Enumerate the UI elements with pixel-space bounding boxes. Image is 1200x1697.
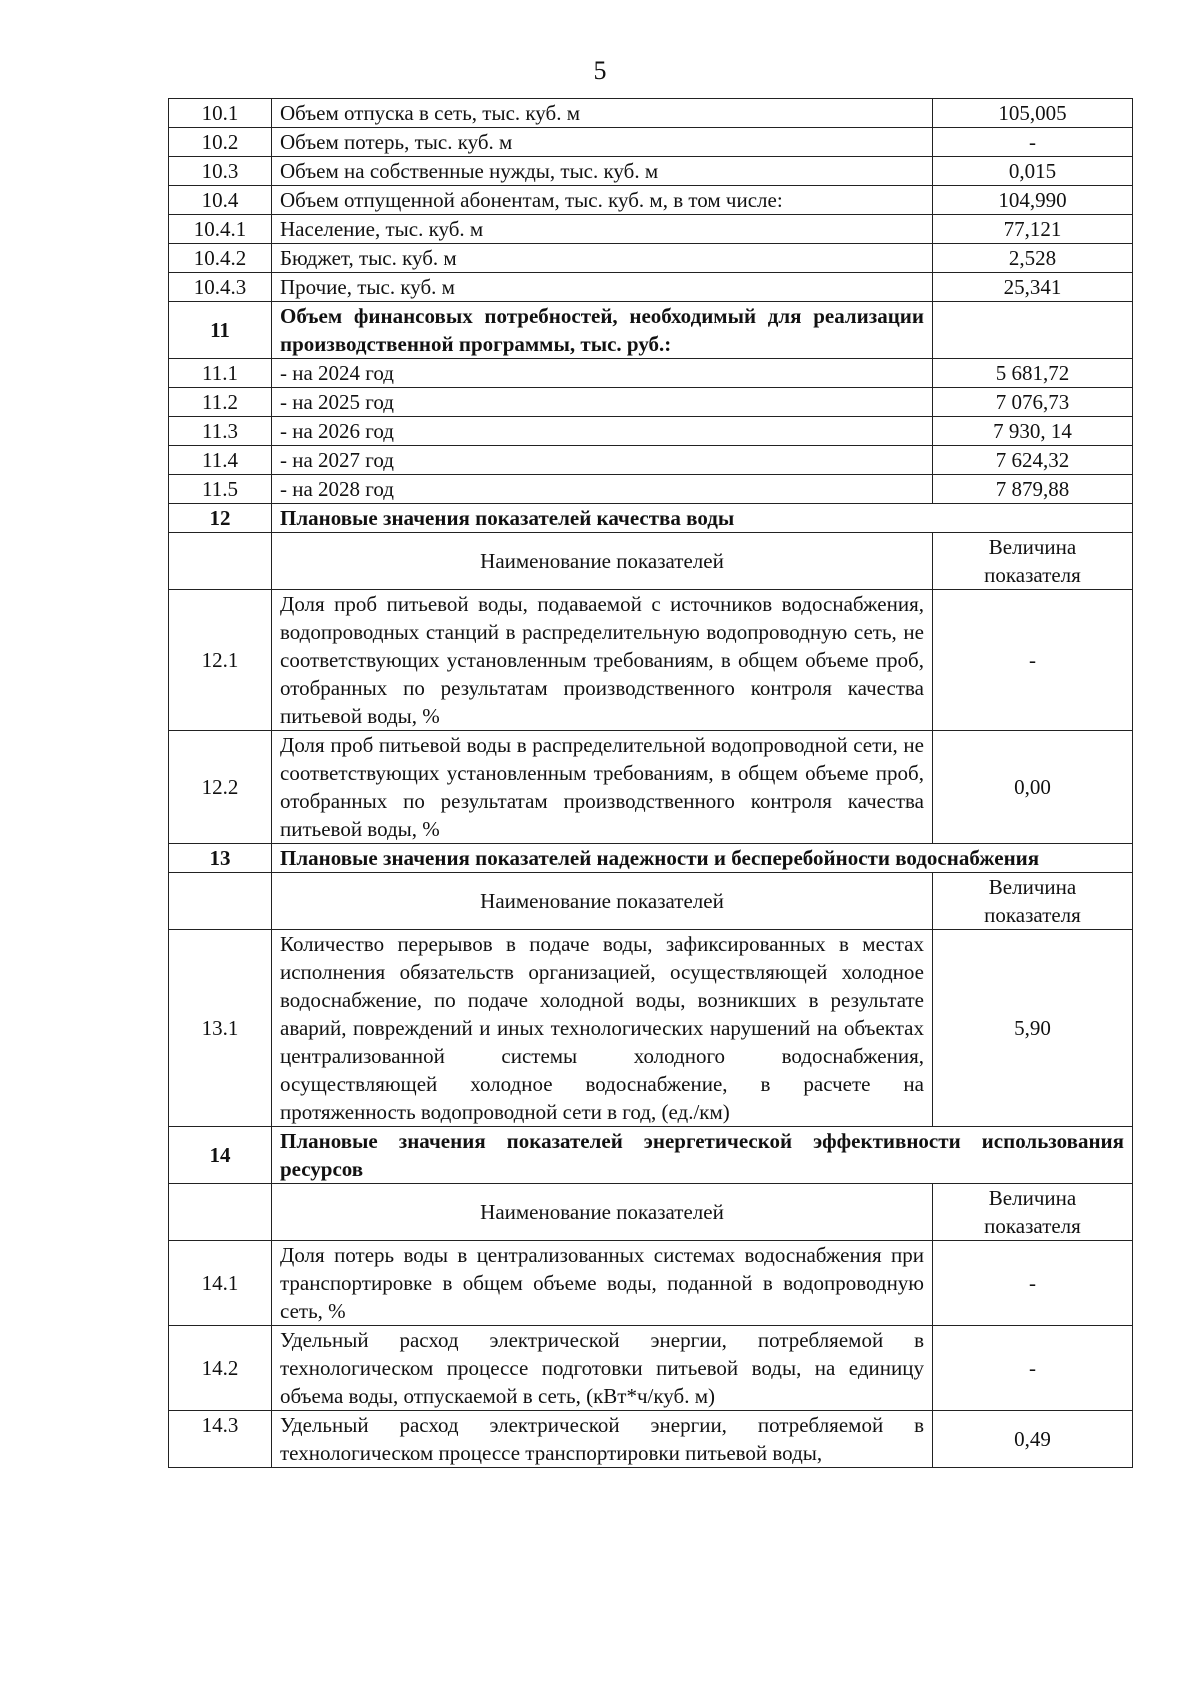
row-text: Количество перерывов в подаче воды, зафиксированных в местах исполнения обязательств организацией, осуществляющей холодное водоснабжение, по подаче холодной воды, возникших в результате аварий, повреждений и иных технологических нарушений на объектах централизованной системы холодного водоснабжения, осуществляющей холодное водоснабжение, в расчете на протяженность водопроводной сети в год, (ед./км) <box>272 930 933 1127</box>
section-13-header <box>169 844 1133 873</box>
header-name: Наименование показателей <box>272 873 933 930</box>
row-text: Прочие, тыс. куб. м <box>272 273 933 302</box>
section-number: 14 <box>169 1127 272 1184</box>
row-text: Объем потерь, тыс. куб. м <box>272 128 933 157</box>
row-number: 12.2 <box>169 731 272 844</box>
row-number: 11.4 <box>169 446 272 475</box>
row-value: 2,528 <box>933 244 1133 273</box>
row-value: 0,00 <box>933 731 1133 844</box>
section-title: Плановые значения показателей надежности и бесперебойности водоснабжения <box>272 844 1133 873</box>
row-value: 7 879,88 <box>933 475 1133 504</box>
table-row <box>169 1241 1133 1326</box>
row-text: - на 2027 год <box>272 446 933 475</box>
row-value: - <box>933 128 1133 157</box>
row-number: 10.4 <box>169 186 272 215</box>
table-row <box>169 417 1133 446</box>
section-title: Плановые значения показателей качества воды <box>272 504 1133 533</box>
column-header-row <box>169 1184 1133 1241</box>
row-value: 77,121 <box>933 215 1133 244</box>
row-number: 12.1 <box>169 590 272 731</box>
row-value: 0,49 <box>933 1411 1133 1468</box>
table-row <box>169 273 1133 302</box>
row-value: 5,90 <box>933 930 1133 1127</box>
header-value: Величина показателя <box>933 533 1133 590</box>
row-number: 14.1 <box>169 1241 272 1326</box>
row-value: 105,005 <box>933 99 1133 128</box>
row-value: - <box>933 1241 1133 1326</box>
row-text: Объем отпущенной абонентам, тыс. куб. м, в том числе: <box>272 186 933 215</box>
table-row <box>169 446 1133 475</box>
row-number: 14.2 <box>169 1326 272 1411</box>
row-number: 10.1 <box>169 99 272 128</box>
section-title: Плановые значения показателей энергетической эффективности использования ресурсов <box>272 1127 1133 1184</box>
row-value: 5 681,72 <box>933 359 1133 388</box>
table-row <box>169 590 1133 731</box>
row-number: 10.4.1 <box>169 215 272 244</box>
row-number: 11.1 <box>169 359 272 388</box>
row-value: 25,341 <box>933 273 1133 302</box>
row-number: 10.2 <box>169 128 272 157</box>
section-11-header <box>169 302 1133 359</box>
column-header-row <box>169 533 1133 590</box>
table-row <box>169 244 1133 273</box>
table-row <box>169 157 1133 186</box>
row-number: 10.3 <box>169 157 272 186</box>
column-header-row <box>169 873 1133 930</box>
section-number: 12 <box>169 504 272 533</box>
empty-cell <box>933 302 1133 359</box>
row-value: 7 076,73 <box>933 388 1133 417</box>
table-row <box>169 1326 1133 1411</box>
table-row <box>169 1411 1133 1468</box>
table-row <box>169 186 1133 215</box>
page-number: 5 <box>593 56 607 85</box>
row-number: 10.4.3 <box>169 273 272 302</box>
empty-cell <box>169 533 272 590</box>
table-row <box>169 128 1133 157</box>
row-text: Бюджет, тыс. куб. м <box>272 244 933 273</box>
row-text: Население, тыс. куб. м <box>272 215 933 244</box>
row-number: 10.4.2 <box>169 244 272 273</box>
row-value: 0,015 <box>933 157 1133 186</box>
row-text: Объем на собственные нужды, тыс. куб. м <box>272 157 933 186</box>
section-12-header <box>169 504 1133 533</box>
header-value: Величина показателя <box>933 873 1133 930</box>
row-text: - на 2028 год <box>272 475 933 504</box>
indicators-table <box>168 98 1133 1468</box>
section-number: 13 <box>169 844 272 873</box>
table-row <box>169 475 1133 504</box>
row-text: Доля проб питьевой воды в распределительной водопроводной сети, не соответствующих установленным требованиям, в общем объеме проб, отобранных по результатам производственного контроля качества питьевой воды, % <box>272 731 933 844</box>
table-row <box>169 731 1133 844</box>
table-row <box>169 359 1133 388</box>
header-name: Наименование показателей <box>272 1184 933 1241</box>
row-value: 104,990 <box>933 186 1133 215</box>
header-value: Величина показателя <box>933 1184 1133 1241</box>
empty-cell <box>169 873 272 930</box>
row-value: - <box>933 1326 1133 1411</box>
section-title: Объем финансовых потребностей, необходимый для реализации производственной программы, тыс. руб.: <box>272 302 933 359</box>
row-text: - на 2025 год <box>272 388 933 417</box>
row-value: 7 930, 14 <box>933 417 1133 446</box>
row-value: 7 624,32 <box>933 446 1133 475</box>
table-row <box>169 215 1133 244</box>
section-14-header <box>169 1127 1133 1184</box>
row-value: - <box>933 590 1133 731</box>
empty-cell <box>169 1184 272 1241</box>
row-text: Доля потерь воды в централизованных системах водоснабжения при транспортировке в общем объеме воды, поданной в водопроводную сеть, % <box>272 1241 933 1326</box>
row-number: 14.3 <box>169 1411 272 1468</box>
row-number: 11.5 <box>169 475 272 504</box>
section-number: 11 <box>169 302 272 359</box>
row-number: 11.3 <box>169 417 272 446</box>
row-text: - на 2026 год <box>272 417 933 446</box>
row-number: 11.2 <box>169 388 272 417</box>
row-text: Доля проб питьевой воды, подаваемой с источников водоснабжения, водопроводных станций в распределительную водопроводную сеть, не соответствующих установленным требованиям, в общем объеме проб, отобранных по результатам производственного контроля качества питьевой воды, % <box>272 590 933 731</box>
row-number: 13.1 <box>169 930 272 1127</box>
header-name: Наименование показателей <box>272 533 933 590</box>
row-text: Удельный расход электрической энергии, потребляемой в технологическом процессе подготовки питьевой воды, на единицу объема воды, отпускаемой в сеть, (кВт*ч/куб. м) <box>272 1326 933 1411</box>
row-text: Объем отпуска в сеть, тыс. куб. м <box>272 99 933 128</box>
table-row <box>169 388 1133 417</box>
table-row <box>169 930 1133 1127</box>
table-row <box>169 99 1133 128</box>
row-text: - на 2024 год <box>272 359 933 388</box>
row-text: Удельный расход электрической энергии, потребляемой в технологическом процессе транспортировки питьевой воды, <box>272 1411 933 1468</box>
